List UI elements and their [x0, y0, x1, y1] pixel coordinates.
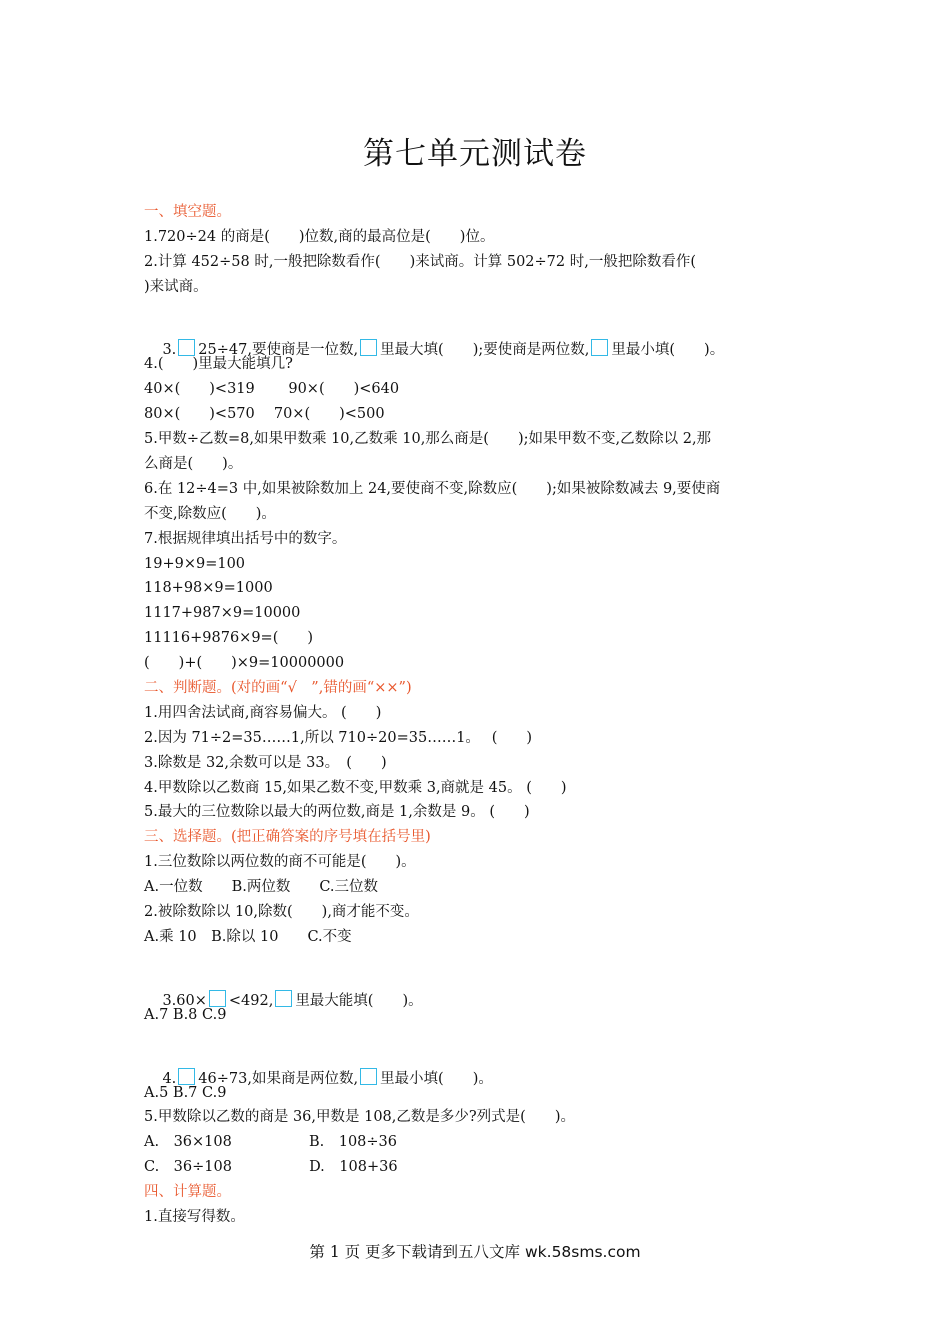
question-line: 2.因为 71÷2=35……1,所以 710÷20=35……1。 ( )	[144, 729, 533, 746]
document-body	[144, 200, 814, 1230]
question-line: 么商是( )。	[144, 456, 243, 473]
question-line: 40×( )<319 90×( )<640	[144, 381, 400, 398]
question-line: )来试商。	[144, 278, 208, 295]
question-line: 118+98×9=1000	[144, 580, 273, 597]
question-line	[144, 1042, 814, 1087]
footer-text: 第 1 页 更多下载请到五八文库	[309, 1243, 525, 1261]
question-options: A.乘 10 B.除以 10 C.不变	[144, 928, 352, 945]
question-line: ( )+( )×9=10000000	[144, 655, 345, 672]
question-options: A.一位数 B.两位数 C.三位数	[144, 879, 379, 896]
question-line: 5.最大的三位数除以最大的两位数,商是 1,余数是 9。 ( )	[144, 804, 530, 821]
question-options: A. 36×108 B. 108÷36	[144, 1134, 398, 1151]
section-heading-calc: 四、计算题。	[144, 1184, 231, 1201]
question-line: 19+9×9=100	[144, 555, 246, 572]
question-line: 1.用四舍法试商,商容易偏大。 ( )	[144, 704, 382, 721]
question-text: 里最大能填( )。	[295, 992, 423, 1009]
question-text: 46÷73,如果商是两位数,	[198, 1070, 359, 1087]
footer-site-link[interactable]: wk.58sms.com	[524, 1243, 641, 1261]
question-line: 11116+9876×9=( )	[144, 630, 314, 647]
question-text: 25÷47,要使商是一位数,	[198, 342, 359, 359]
question-line: 6.在 12÷4=3 中,如果被除数加上 24,要使商不变,除数应( );如果被除数减去 9,要使商	[144, 480, 721, 497]
question-line: 1.三位数除以两位数的商不可能是( )。	[144, 854, 416, 871]
question-line: 2.被除数除以 10,除数( ),商才能不变。	[144, 904, 419, 921]
section-heading-judge: 二、判断题。(对的画“√ ”,错的画“××”)	[144, 680, 412, 697]
page-footer	[0, 1240, 950, 1262]
question-line: 80×( )<570 70×( )<500	[144, 406, 385, 423]
question-line: 4.( )里最大能填几?	[144, 356, 293, 373]
question-options: A.5 B.7 C.9	[144, 1084, 227, 1101]
blank-box-icon	[360, 1068, 377, 1085]
question-line: 4.甲数除以乙数商 15,如果乙数不变,甲数乘 3,商就是 45。 ( )	[144, 779, 567, 796]
blank-box-icon	[275, 990, 292, 1007]
question-line: 1117+987×9=10000	[144, 605, 301, 622]
question-line: 2.计算 452÷58 时,一般把除数看作( )来试商。计算 502÷72 时,一般把除数看作(	[144, 253, 697, 270]
question-line	[144, 964, 814, 1009]
question-line	[144, 314, 814, 359]
question-text: <492,	[228, 992, 274, 1009]
question-text: 里最小填( )。	[611, 342, 725, 359]
question-text: 3.	[162, 342, 177, 359]
question-line: 不变,除数应( )。	[144, 505, 276, 522]
question-line: 1.直接写得数。	[144, 1208, 245, 1225]
question-text: 3.60×	[162, 992, 207, 1009]
question-line: 5.甲数除以乙数的商是 36,甲数是 108,乙数是多少?列式是( )。	[144, 1109, 575, 1126]
question-line: 1.720÷24 的商是( )位数,商的最高位是( )位。	[144, 228, 495, 245]
question-line: 3.除数是 32,余数可以是 33。 ( )	[144, 754, 387, 771]
blank-box-icon	[591, 339, 608, 356]
question-options: C. 36÷108 D. 108+36	[144, 1159, 398, 1176]
question-text: 里最小填( )。	[380, 1070, 493, 1087]
question-text: 4.	[162, 1070, 177, 1087]
section-heading-fill: 一、填空题。	[144, 204, 231, 220]
question-line: 7.根据规律填出括号中的数字。	[144, 530, 347, 547]
question-line: 5.甲数÷乙数=8,如果甲数乘 10,乙数乘 10,那么商是( );如果甲数不变,乙数除以 2,那	[144, 431, 712, 448]
blank-box-icon	[360, 339, 377, 356]
page-title: 第七单元测试卷	[363, 136, 587, 172]
question-text: 里最大填( );要使商是两位数,	[380, 342, 590, 359]
question-options: A.7 B.8 C.9	[144, 1006, 227, 1023]
section-heading-choice: 三、选择题。(把正确答案的序号填在括号里)	[144, 829, 431, 846]
